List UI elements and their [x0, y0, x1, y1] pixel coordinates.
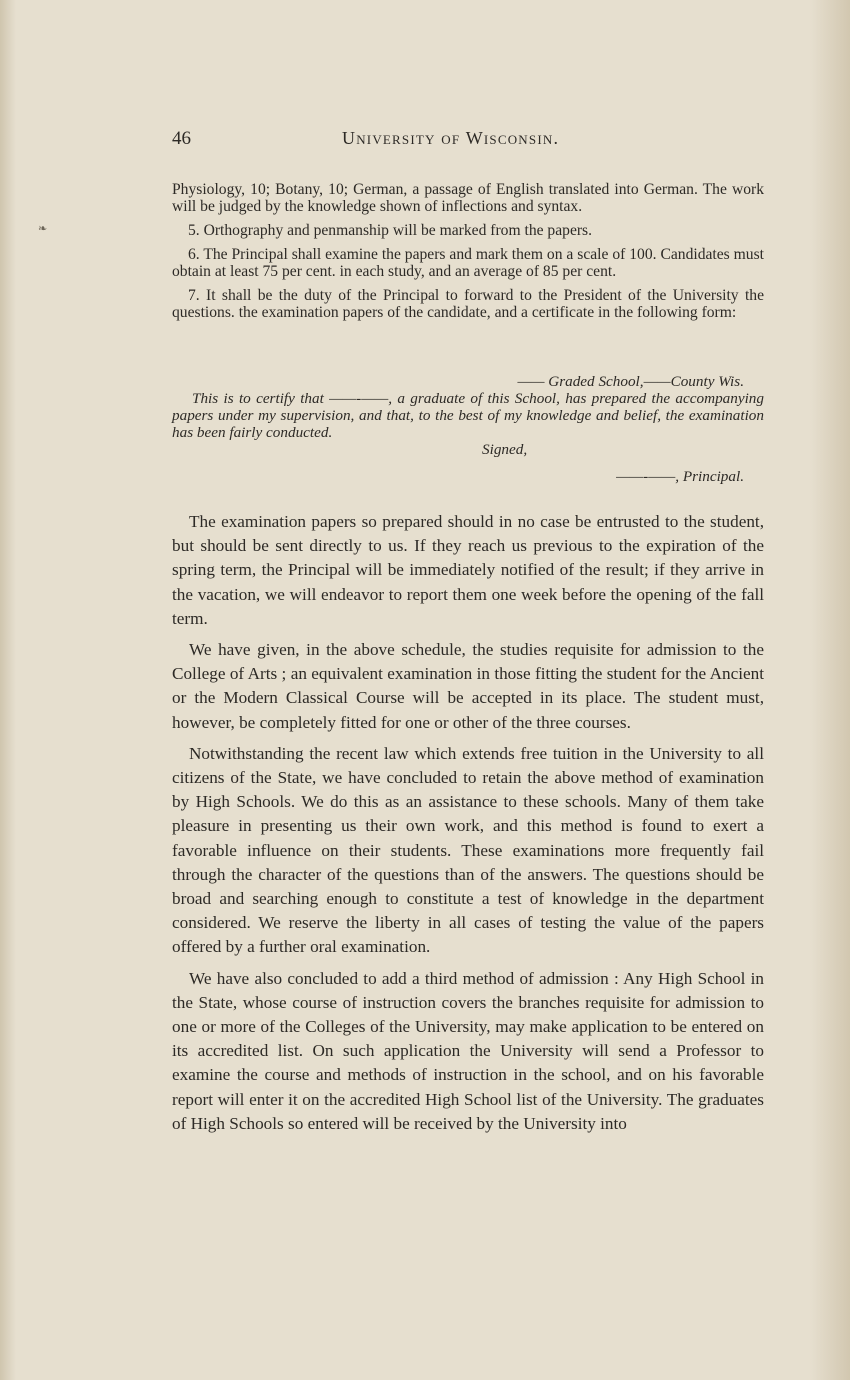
certificate-principal: ——-——, Principal. — [616, 468, 744, 485]
margin-mark: ❧ — [38, 223, 48, 235]
upper-paragraph-1: Physiology, 10; Botany, 10; German, a passage of English translated into German. The work will be judged by the knowledge shown of inflections and syntax. — [172, 181, 764, 215]
certificate-form — [172, 373, 764, 485]
upper-paragraph-4: 7. It shall be the duty of the Principal to forward to the President of the University the questions. the examination papers of the candidate, and a certificate in the following form: — [172, 287, 764, 321]
running-head: University of Wisconsin. — [342, 128, 560, 148]
body-paragraph-3: Notwithstanding the recent law which extends free tuition in the University to all citizens of the State, we have concluded to retain the above method of examination by High Schools. We do this as an assistance to these schools. Many of them take pleasure in presenting us their own work, and this method is found to exert a favorable influence on their students. These examinations more frequently fail through the character of the questions than of the answers. The questions should be broad and searching enough to constitute a test of knowledge in the department considered. We reserve the liberty in all cases of testing the value of the papers offered by a further oral examination. — [172, 743, 764, 957]
upper-paragraph-2: 5. Orthography and penmanship will be marked from the papers. — [188, 222, 593, 239]
upper-text-block — [172, 181, 764, 328]
main-text-block — [172, 510, 764, 1143]
upper-paragraph-3: 6. The Principal shall examine the papers and mark them on a scale of 100. Candidates must obtain at least 75 per cent. in each study, and an average of 85 per cent. — [172, 246, 764, 280]
certificate-body: This is to certify that ——-——, a graduate of this School, has prepared the accompanying papers under my supervision, and that, to the best of my knowledge and belief, the examination has been fairly conducted. — [172, 390, 764, 441]
body-paragraph-4: We have also concluded to add a third method of admission : Any High School in the State, whose course of instruction covers the branches requisite for admission to one or more of the Colleges of the University, may make application to be entered on its accredited list. On such application the University will send a Professor to examine the course and methods of instruction in the school, and on his favorable report will enter it on the accredited High School list of the University. The graduates of High Schools so entered will be received by the University into — [172, 968, 764, 1133]
body-paragraph-2: We have given, in the above schedule, the studies requisite for admission to the College of Arts ; an equivalent examination in those fitting the student for the Ancient or the Modern Classical Course will be accepted in its place. The student must, however, be completely fitted for one or other of the three courses. — [172, 640, 764, 732]
page-number: 46 — [172, 128, 191, 149]
page-header — [172, 128, 762, 156]
page-right-edge — [810, 0, 850, 1380]
page-left-edge — [0, 0, 16, 1380]
certificate-signed: Signed, — [482, 441, 528, 458]
body-paragraph-1: The examination papers so prepared should in no case be entrusted to the student, but should be sent directly to us. If they reach us previous to the expiration of the spring term, the Principal will be immediately notified of the result; if they arrive in the vacation, we will endeavor to report them one week before the opening of the fall term. — [172, 512, 764, 628]
certificate-heading: —— Graded School,——County Wis. — [517, 373, 744, 390]
